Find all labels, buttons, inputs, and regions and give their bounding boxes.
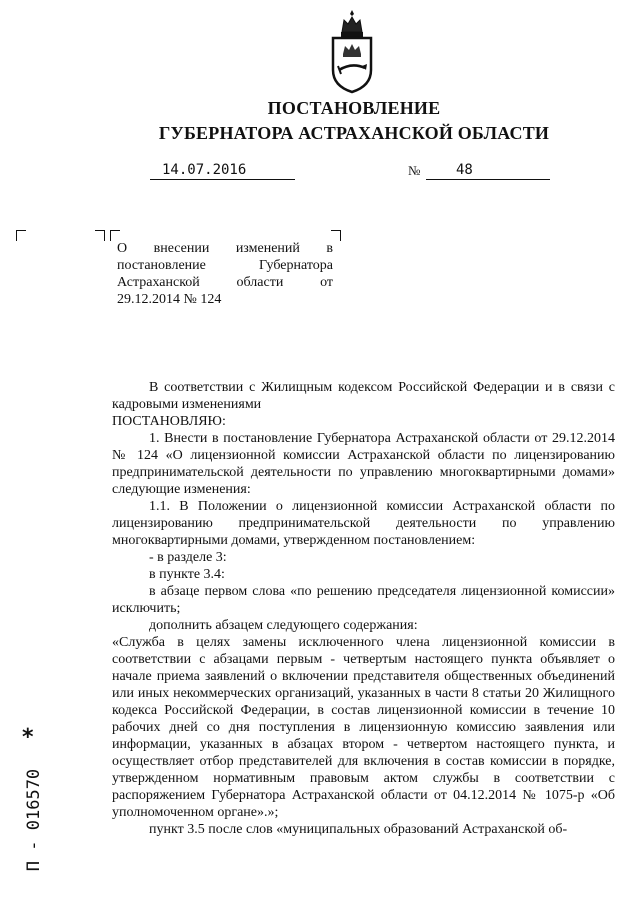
document-date: 14.07.2016 [150, 160, 295, 180]
amendment-paragraph: в абзаце первом слова «по решению председателя лицензионной комиссии» исключить; [112, 584, 615, 616]
document-type-title: ПОСТАНОВЛЕНИЕ [267, 98, 441, 118]
stamp-code: П - 016570 [24, 768, 44, 872]
resolution-keyword: ПОСТАНОВЛЯЮ: [112, 414, 226, 429]
clause-1-1: 1.1. В Положении о лицензионной комиссии Астраханской области по лицензированию предпринимательской деятельности по управлению многоквартирными домами, утвержденном постановлением: [112, 499, 615, 548]
corner-mark [16, 230, 26, 241]
preamble-paragraph: В соответствии с Жилищным кодексом Российской Федерации и в связи с кадровыми изменениями [112, 380, 615, 412]
document-body [112, 379, 615, 838]
issuer-title: ГУБЕРНАТОРА АСТРАХАНСКОЙ ОБЛАСТИ [158, 123, 550, 143]
amendment-paragraph: пункт 3.5 после слов «муниципальных образований Астраханской об- [149, 822, 568, 837]
corner-mark [95, 230, 105, 241]
quoted-amendment-paragraph: «Служба в целях замены исключенного члена лицензионной комиссии в соответствии с абзацами первым - четвертым настоящего пункта объявляет о начале приема заявлений о включении представителя общественных объединений или иных некоммерческих организаций, указанных в части 8 статьи 20 Жилищного кодекса Российской Федерации, в состав лицензионной комиссии в течение 10 рабочих дней со дня поступления в лицензионную комиссию заявления или информации, указанных в абзацах втором - четвертом настоящего пункта, и осуществляет отбор представителей для включения в состав комиссии в порядке, утвержденном нормативным правовым актом службы в соответствии с распоряжением Губернатора Астраханской области от 04.12.2014 № 1075-р «Об уполномоченном органе».»; [112, 635, 615, 820]
number-label: № [408, 163, 421, 178]
point-3-4-line: в пункте 3.4: [149, 567, 225, 582]
stamp-star: * [22, 725, 34, 750]
section-3-line: - в разделе 3: [149, 550, 227, 565]
amendment-paragraph: дополнить абзацем следующего содержания: [149, 618, 418, 633]
side-stamp [14, 725, 50, 895]
coat-of-arms-icon [325, 8, 379, 94]
document-number: 48 [426, 160, 550, 180]
clause-1: 1. Внести в постановление Губернатора Астраханской области от 29.12.2014 № 124 «О лицензионной комиссии Астраханской области по лицензированию предпринимательской деятельности по управлению многоквартирными домами» следующие изменения: [112, 431, 615, 497]
document-subject: О внесении изменений в постановление Губернатора Астраханской области от 29.12.2014 № 124 [117, 241, 333, 307]
